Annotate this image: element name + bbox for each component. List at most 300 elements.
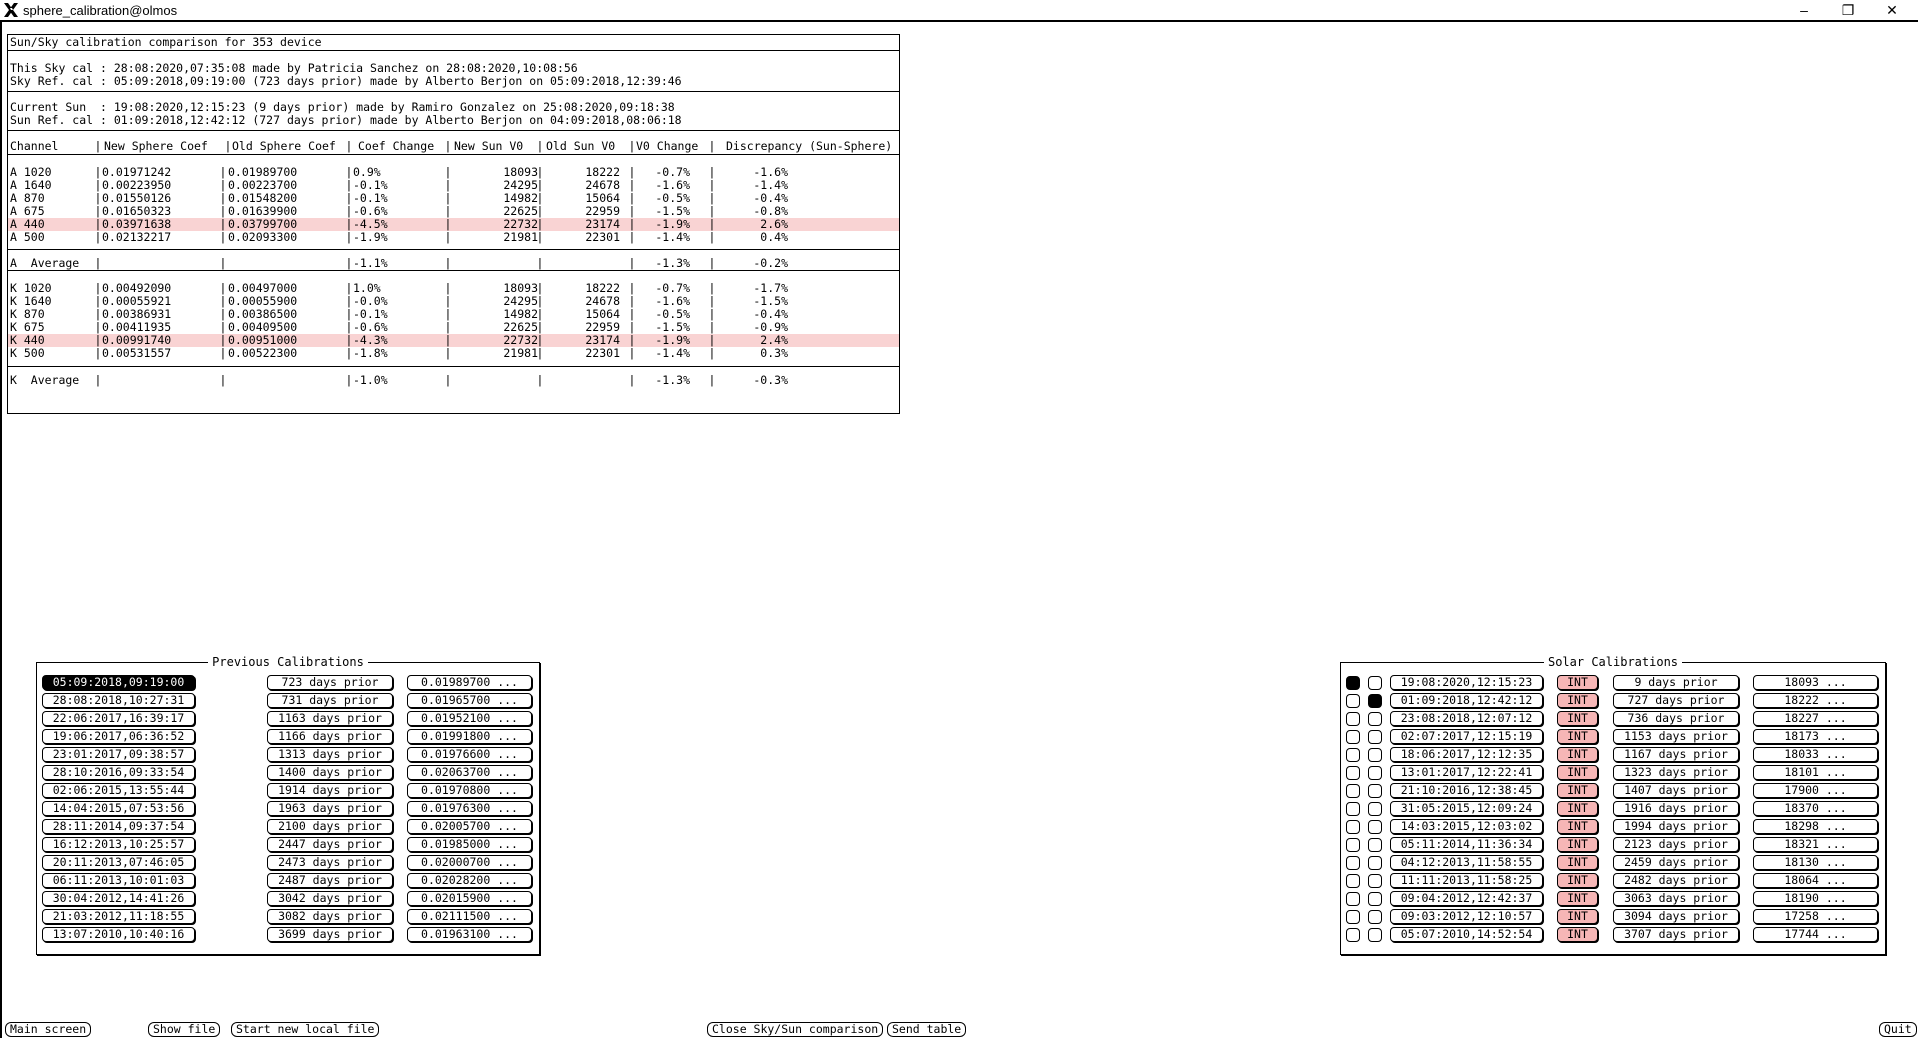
column-separator: |	[219, 256, 227, 270]
solar-calibration-type[interactable]: INT	[1557, 819, 1598, 834]
solar-calibration-date[interactable]: 05:11:2014,11:36:34	[1390, 837, 1543, 852]
previous-calibration-prior[interactable]: 1963 days prior	[267, 801, 393, 816]
previous-calibration-prior[interactable]: 2100 days prior	[267, 819, 393, 834]
column-separator: |	[219, 373, 227, 387]
column-separator: |	[628, 139, 636, 153]
column-separator: |	[94, 230, 102, 244]
solar-calibration-v0[interactable]: 18222 ...	[1753, 693, 1878, 708]
current-sun-radio[interactable]	[1346, 748, 1360, 762]
table-cell: 0.00223950	[102, 178, 172, 192]
table-cell: 0.02132217	[102, 230, 172, 244]
table-cell: 0.00492090	[102, 281, 172, 295]
table-cell: 18093	[503, 281, 538, 295]
table-cell: 23174	[585, 217, 620, 231]
table-cell: -1.0%	[353, 373, 388, 387]
solar-calibration-prior[interactable]: 1407 days prior	[1613, 783, 1739, 798]
column-header: Old Sphere Coef	[232, 139, 336, 153]
table-cell: 22301	[585, 346, 620, 360]
column-separator: |	[708, 307, 716, 321]
column-separator: |	[94, 307, 102, 321]
minimize-icon[interactable]: –	[1800, 2, 1808, 18]
column-separator: |	[536, 256, 544, 270]
table-cell: -1.6%	[753, 165, 788, 179]
column-separator: |	[94, 373, 102, 387]
solar-calibration-date[interactable]: 31:05:2015,12:09:24	[1390, 801, 1543, 816]
current-sun-radio[interactable]	[1346, 784, 1360, 798]
column-separator: |	[94, 320, 102, 334]
column-header: Discrepancy (Sun-Sphere)	[726, 139, 893, 153]
solar-calibration-type[interactable]: INT	[1557, 891, 1598, 906]
previous-calibration-date[interactable]: 22:06:2017,16:39:17	[42, 711, 195, 726]
solar-calibration-prior[interactable]: 1323 days prior	[1613, 765, 1739, 780]
restore-icon[interactable]: ❐	[1841, 2, 1855, 18]
solar-calibration-date[interactable]: 05:07:2010,14:52:54	[1390, 927, 1543, 942]
column-separator: |	[536, 204, 544, 218]
solar-calibration-type[interactable]: INT	[1557, 909, 1598, 924]
previous-calibration-date[interactable]: 28:10:2016,09:33:54	[42, 765, 195, 780]
previous-calibration-coef[interactable]: 0.01976600 ...	[407, 747, 532, 762]
table-cell: 0.03799700	[228, 217, 298, 231]
column-separator: |	[94, 281, 102, 295]
current-sun-radio[interactable]	[1346, 910, 1360, 924]
reference-sun-radio[interactable]	[1368, 748, 1382, 762]
comparison-report	[7, 34, 900, 414]
column-separator: |	[708, 333, 716, 347]
reference-sun-radio[interactable]	[1368, 766, 1382, 780]
table-cell: K 675	[10, 320, 45, 334]
column-separator: |	[708, 165, 716, 179]
column-separator: |	[708, 373, 716, 387]
current-sun-radio[interactable]	[1346, 730, 1360, 744]
solar-calibration-date[interactable]: 23:08:2018,12:07:12	[1390, 711, 1543, 726]
solar-calibration-prior[interactable]: 2123 days prior	[1613, 837, 1739, 852]
column-separator: |	[628, 281, 636, 295]
current-sun-radio[interactable]	[1346, 838, 1360, 852]
column-separator: |	[708, 139, 716, 153]
column-separator: |	[536, 307, 544, 321]
previous-calibration-coef[interactable]: 0.02015900 ...	[407, 891, 532, 906]
previous-calibration-prior[interactable]: 2473 days prior	[267, 855, 393, 870]
column-separator: |	[536, 346, 544, 360]
column-separator: |	[628, 333, 636, 347]
column-separator: |	[94, 294, 102, 308]
reference-sun-radio[interactable]	[1368, 802, 1382, 816]
column-separator: |	[345, 217, 353, 231]
previous-calibration-prior[interactable]: 2447 days prior	[267, 837, 393, 852]
solar-calibration-type[interactable]: INT	[1557, 711, 1598, 726]
solar-calibration-v0[interactable]: 18093 ...	[1753, 675, 1878, 690]
table-cell: 24678	[585, 294, 620, 308]
table-cell: 22732	[503, 217, 538, 231]
reference-sun-radio[interactable]	[1368, 892, 1382, 906]
column-separator: |	[444, 165, 452, 179]
table-cell: 14982	[503, 307, 538, 321]
column-separator: |	[94, 178, 102, 192]
column-separator: |	[345, 320, 353, 334]
solar-calibration-prior[interactable]: 9 days prior	[1613, 675, 1739, 690]
previous-calibration-coef[interactable]: 0.01989700 ...	[407, 675, 532, 690]
previous-calibration-prior[interactable]: 3042 days prior	[267, 891, 393, 906]
previous-calibration-date[interactable]: 23:01:2017,09:38:57	[42, 747, 195, 762]
previous-calibration-date[interactable]: 05:09:2018,09:19:00	[42, 675, 195, 690]
solar-calibration-date[interactable]: 14:03:2015,12:03:02	[1390, 819, 1543, 834]
table-cell: -0.9%	[753, 320, 788, 334]
reference-sun-radio[interactable]	[1368, 838, 1382, 852]
previous-calibration-prior[interactable]: 1163 days prior	[267, 711, 393, 726]
solar-calibration-prior[interactable]: 736 days prior	[1613, 711, 1739, 726]
table-cell: 0.00409500	[228, 320, 298, 334]
solar-calibration-type[interactable]: INT	[1557, 675, 1598, 690]
column-separator: |	[345, 165, 353, 179]
solar-calibration-date[interactable]: 21:10:2016,12:38:45	[1390, 783, 1543, 798]
column-separator: |	[444, 346, 452, 360]
column-header: New Sphere Coef	[104, 139, 208, 153]
current-sun-radio[interactable]	[1346, 856, 1360, 870]
previous-calibration-coef[interactable]: 0.02000700 ...	[407, 855, 532, 870]
previous-calibration-coef[interactable]: 0.01976300 ...	[407, 801, 532, 816]
solar-calibration-type[interactable]: INT	[1557, 783, 1598, 798]
previous-calibration-date[interactable]: 16:12:2013,10:25:57	[42, 837, 195, 852]
window-title: sphere_calibration@olmos	[23, 3, 178, 18]
main-screen-button[interactable]: Main screen	[5, 1022, 91, 1037]
column-header: Coef Change	[358, 139, 435, 153]
reference-sun-radio[interactable]	[1368, 874, 1382, 888]
solar-calibration-v0[interactable]: 18101 ...	[1753, 765, 1878, 780]
solar-calibration-prior[interactable]: 1153 days prior	[1613, 729, 1739, 744]
reference-sun-radio[interactable]	[1368, 856, 1382, 870]
solar-calibration-type[interactable]: INT	[1557, 765, 1598, 780]
table-cell: 18093	[503, 165, 538, 179]
table-cell: K Average	[10, 373, 80, 387]
column-separator: |	[628, 307, 636, 321]
reference-sun-radio[interactable]	[1368, 820, 1382, 834]
column-separator: |	[345, 256, 353, 270]
table-cell: -0.8%	[753, 204, 788, 218]
x-logo-icon	[3, 2, 19, 18]
table-cell: 0.00386931	[102, 307, 172, 321]
solar-calibration-v0[interactable]: 17258 ...	[1753, 909, 1878, 924]
column-separator: |	[219, 294, 227, 308]
title-bar	[0, 0, 1918, 22]
table-cell: -0.6%	[353, 320, 388, 334]
previous-calibration-prior[interactable]: 1313 days prior	[267, 747, 393, 762]
reference-sun-radio[interactable]	[1368, 676, 1382, 690]
solar-calibration-v0[interactable]: 17744 ...	[1753, 927, 1878, 942]
previous-calibration-prior[interactable]: 731 days prior	[267, 693, 393, 708]
current-sun-radio[interactable]	[1346, 766, 1360, 780]
column-separator: |	[345, 230, 353, 244]
column-separator: |	[628, 204, 636, 218]
window-left-border	[0, 22, 2, 1038]
divider	[8, 249, 899, 250]
current-sun-radio[interactable]	[1346, 694, 1360, 708]
column-separator: |	[628, 320, 636, 334]
solar-calibration-prior[interactable]: 2459 days prior	[1613, 855, 1739, 870]
solar-calibration-v0[interactable]: 18064 ...	[1753, 873, 1878, 888]
table-cell: 24678	[585, 178, 620, 192]
previous-calibration-prior[interactable]: 1914 days prior	[267, 783, 393, 798]
show-file-button[interactable]: Show file	[148, 1022, 220, 1037]
column-separator: |	[444, 281, 452, 295]
previous-calibration-date[interactable]: 06:11:2013,10:01:03	[42, 873, 195, 888]
close-icon[interactable]: ✕	[1886, 2, 1898, 18]
solar-calibration-type[interactable]: INT	[1557, 729, 1598, 744]
table-cell: -0.1%	[353, 191, 388, 205]
table-cell: -1.1%	[353, 256, 388, 270]
solar-calibration-v0[interactable]: 18298 ...	[1753, 819, 1878, 834]
solar-calibration-prior[interactable]: 1916 days prior	[1613, 801, 1739, 816]
column-separator: |	[536, 217, 544, 231]
reference-sun-radio[interactable]	[1368, 694, 1382, 708]
table-cell: -1.4%	[753, 178, 788, 192]
sky-this-cal: This Sky cal : 28:08:2020,07:35:08 made by Patricia Sanchez on 28:08:2020,10:08:56	[10, 61, 578, 75]
solar-calibration-prior[interactable]: 1994 days prior	[1613, 819, 1739, 834]
solar-calibration-type[interactable]: INT	[1557, 837, 1598, 852]
column-separator: |	[219, 178, 227, 192]
previous-calibration-coef[interactable]: 0.01991800 ...	[407, 729, 532, 744]
column-separator: |	[94, 256, 102, 270]
table-cell: 0.00951000	[228, 333, 298, 347]
previous-calibration-date[interactable]: 13:07:2010,10:40:16	[42, 927, 195, 942]
solar-calibration-v0[interactable]: 18321 ...	[1753, 837, 1878, 852]
divider	[8, 154, 899, 155]
previous-calibration-coef[interactable]: 0.01952100 ...	[407, 711, 532, 726]
solar-calibration-v0[interactable]: 18370 ...	[1753, 801, 1878, 816]
table-cell: 22732	[503, 333, 538, 347]
previous-calibration-prior[interactable]: 3699 days prior	[267, 927, 393, 942]
previous-calibration-date[interactable]: 14:04:2015,07:53:56	[42, 801, 195, 816]
column-separator: |	[708, 204, 716, 218]
previous-calibrations-title: Previous Calibrations	[212, 655, 364, 669]
table-cell: -0.7%	[655, 165, 690, 179]
previous-calibration-date[interactable]: 28:11:2014,09:37:54	[42, 819, 195, 834]
table-cell: 0.00055921	[102, 294, 172, 308]
table-cell: 24295	[503, 294, 538, 308]
table-cell: 0.00497000	[228, 281, 298, 295]
table-cell: 22625	[503, 320, 538, 334]
table-cell: -1.6%	[655, 294, 690, 308]
table-cell: K 440	[10, 333, 45, 347]
previous-calibration-date[interactable]: 02:06:2015,13:55:44	[42, 783, 195, 798]
table-cell: 24295	[503, 178, 538, 192]
table-cell: 0.03971638	[102, 217, 172, 231]
quit-button[interactable]: Quit	[1879, 1022, 1917, 1037]
column-separator: |	[219, 333, 227, 347]
solar-calibration-date[interactable]: 19:08:2020,12:15:23	[1390, 675, 1543, 690]
solar-calibration-type[interactable]: INT	[1557, 855, 1598, 870]
column-separator: |	[219, 307, 227, 321]
solar-calibration-date[interactable]: 18:06:2017,12:12:35	[1390, 747, 1543, 762]
previous-calibration-coef[interactable]: 0.02111500 ...	[407, 909, 532, 924]
table-cell: -0.3%	[753, 373, 788, 387]
solar-calibration-v0[interactable]: 18173 ...	[1753, 729, 1878, 744]
table-cell: A 440	[10, 217, 45, 231]
table-cell: 0.01989700	[228, 165, 298, 179]
table-cell: K 1020	[10, 281, 52, 295]
table-cell: -1.5%	[753, 294, 788, 308]
column-separator: |	[708, 320, 716, 334]
previous-calibration-prior[interactable]: 3082 days prior	[267, 909, 393, 924]
column-separator: |	[708, 281, 716, 295]
previous-calibration-coef[interactable]: 0.02063700 ...	[407, 765, 532, 780]
divider	[8, 50, 899, 51]
table-cell: A 500	[10, 230, 45, 244]
table-cell: -1.4%	[655, 230, 690, 244]
solar-calibration-v0[interactable]: 18130 ...	[1753, 855, 1878, 870]
column-separator: |	[219, 281, 227, 295]
table-cell: K 1640	[10, 294, 52, 308]
report-header: Sun/Sky calibration comparison for 353 device	[10, 35, 322, 49]
column-separator: |	[708, 230, 716, 244]
previous-calibration-date[interactable]: 20:11:2013,07:46:05	[42, 855, 195, 870]
table-cell: -4.3%	[353, 333, 388, 347]
solar-calibration-date[interactable]: 02:07:2017,12:15:19	[1390, 729, 1543, 744]
table-cell: 15064	[585, 307, 620, 321]
previous-calibration-prior[interactable]: 723 days prior	[267, 675, 393, 690]
solar-calibration-date[interactable]: 04:12:2013,11:58:55	[1390, 855, 1543, 870]
solar-calibration-prior[interactable]: 3094 days prior	[1613, 909, 1739, 924]
reference-sun-radio[interactable]	[1368, 730, 1382, 744]
solar-calibration-v0[interactable]: 18227 ...	[1753, 711, 1878, 726]
previous-calibration-coef[interactable]: 0.02005700 ...	[407, 819, 532, 834]
table-cell: 23174	[585, 333, 620, 347]
solar-calibration-v0[interactable]: 18190 ...	[1753, 891, 1878, 906]
solar-calibration-date[interactable]: 11:11:2013,11:58:25	[1390, 873, 1543, 888]
column-separator: |	[444, 139, 452, 153]
solar-calibration-prior[interactable]: 3707 days prior	[1613, 927, 1739, 942]
current-sun-radio[interactable]	[1346, 874, 1360, 888]
table-cell: -0.1%	[353, 178, 388, 192]
sun-current-cal: Current Sun : 19:08:2020,12:15:23 (9 days prior) made by Ramiro Gonzalez on 25:08:2020,09:18:38	[10, 100, 675, 114]
column-separator: |	[219, 346, 227, 360]
table-header-row	[8, 140, 899, 153]
column-separator: |	[708, 294, 716, 308]
column-separator: |	[345, 204, 353, 218]
current-sun-radio[interactable]	[1346, 676, 1360, 690]
send-table-button[interactable]: Send table	[887, 1022, 966, 1037]
table-cell: -0.6%	[353, 204, 388, 218]
solar-calibration-v0[interactable]: 17900 ...	[1753, 783, 1878, 798]
column-separator: |	[94, 165, 102, 179]
table-row	[8, 347, 899, 360]
column-separator: |	[94, 346, 102, 360]
current-sun-radio[interactable]	[1346, 712, 1360, 726]
solar-calibration-date[interactable]: 01:09:2018,12:42:12	[1390, 693, 1543, 708]
table-cell: -1.5%	[655, 320, 690, 334]
table-cell: 0.01639900	[228, 204, 298, 218]
previous-calibration-coef[interactable]: 0.01985000 ...	[407, 837, 532, 852]
previous-calibration-coef[interactable]: 0.02028200 ...	[407, 873, 532, 888]
previous-calibration-date[interactable]: 21:03:2012,11:18:55	[42, 909, 195, 924]
solar-calibration-type[interactable]: INT	[1557, 801, 1598, 816]
column-separator: |	[444, 320, 452, 334]
solar-calibration-date[interactable]: 09:03:2012,12:10:57	[1390, 909, 1543, 924]
table-cell: -1.3%	[655, 256, 690, 270]
solar-calibration-type[interactable]: INT	[1557, 693, 1598, 708]
table-cell: 21981	[503, 346, 538, 360]
solar-calibration-prior[interactable]: 727 days prior	[1613, 693, 1739, 708]
reference-sun-radio[interactable]	[1368, 712, 1382, 726]
table-cell: 14982	[503, 191, 538, 205]
previous-calibration-prior[interactable]: 1400 days prior	[267, 765, 393, 780]
column-header: Channel	[10, 139, 59, 153]
reference-sun-radio[interactable]	[1368, 928, 1382, 942]
column-separator: |	[219, 217, 227, 231]
previous-calibration-coef[interactable]: 0.01965700 ...	[407, 693, 532, 708]
table-cell: 22301	[585, 230, 620, 244]
table-cell: A 1020	[10, 165, 52, 179]
column-separator: |	[708, 217, 716, 231]
reference-sun-radio[interactable]	[1368, 910, 1382, 924]
previous-calibration-coef[interactable]: 0.01963100 ...	[407, 927, 532, 942]
column-separator: |	[536, 165, 544, 179]
solar-calibration-type[interactable]: INT	[1557, 873, 1598, 888]
reference-sun-radio[interactable]	[1368, 784, 1382, 798]
column-separator: |	[708, 256, 716, 270]
previous-calibration-coef[interactable]: 0.01970800 ...	[407, 783, 532, 798]
solar-calibration-type[interactable]: INT	[1557, 747, 1598, 762]
column-separator: |	[345, 307, 353, 321]
current-sun-radio[interactable]	[1346, 892, 1360, 906]
table-cell: 21981	[503, 230, 538, 244]
table-cell: -1.9%	[353, 230, 388, 244]
sky-ref-cal: Sky Ref. cal : 05:09:2018,09:19:00 (723 days prior) made by Alberto Berjon on 05:09:2018,12:39:46	[10, 74, 682, 88]
solar-calibration-prior[interactable]: 3063 days prior	[1613, 891, 1739, 906]
table-cell: -1.4%	[655, 346, 690, 360]
solar-calibration-v0[interactable]: 18033 ...	[1753, 747, 1878, 762]
previous-calibration-prior[interactable]: 1166 days prior	[267, 729, 393, 744]
table-cell: 22959	[585, 204, 620, 218]
table-cell: 2.6%	[760, 217, 788, 231]
divider	[8, 270, 899, 271]
column-separator: |	[219, 320, 227, 334]
solar-calibration-date[interactable]: 09:04:2012,12:42:37	[1390, 891, 1543, 906]
column-separator: |	[444, 373, 452, 387]
table-cell: -0.5%	[655, 191, 690, 205]
table-cell: 22959	[585, 320, 620, 334]
column-separator: |	[345, 178, 353, 192]
column-separator: |	[219, 204, 227, 218]
previous-calibration-date[interactable]: 30:04:2012,14:41:26	[42, 891, 195, 906]
column-separator: |	[628, 294, 636, 308]
column-separator: |	[444, 256, 452, 270]
column-separator: |	[345, 333, 353, 347]
column-separator: |	[345, 191, 353, 205]
close-sky-sun-comparison-button[interactable]: Close Sky/Sun comparison	[707, 1022, 883, 1037]
column-separator: |	[444, 307, 452, 321]
solar-calibration-prior[interactable]: 2482 days prior	[1613, 873, 1739, 888]
solar-calibration-date[interactable]: 13:01:2017,12:22:41	[1390, 765, 1543, 780]
start-new-local-file-button[interactable]: Start new local file	[231, 1022, 379, 1037]
table-cell: K 500	[10, 346, 45, 360]
table-cell: 0.9%	[353, 165, 381, 179]
solar-calibration-type[interactable]: INT	[1557, 927, 1598, 942]
table-cell: -0.4%	[753, 191, 788, 205]
previous-calibration-date[interactable]: 19:06:2017,06:36:52	[42, 729, 195, 744]
solar-calibration-prior[interactable]: 1167 days prior	[1613, 747, 1739, 762]
previous-calibration-date[interactable]: 28:08:2018,10:27:31	[42, 693, 195, 708]
table-cell: 1.0%	[353, 281, 381, 295]
current-sun-radio[interactable]	[1346, 802, 1360, 816]
table-cell: -0.4%	[753, 307, 788, 321]
previous-calibration-prior[interactable]: 2487 days prior	[267, 873, 393, 888]
column-separator: |	[628, 178, 636, 192]
current-sun-radio[interactable]	[1346, 820, 1360, 834]
table-cell: -1.8%	[353, 346, 388, 360]
column-separator: |	[94, 217, 102, 231]
current-sun-radio[interactable]	[1346, 928, 1360, 942]
column-separator: |	[444, 333, 452, 347]
